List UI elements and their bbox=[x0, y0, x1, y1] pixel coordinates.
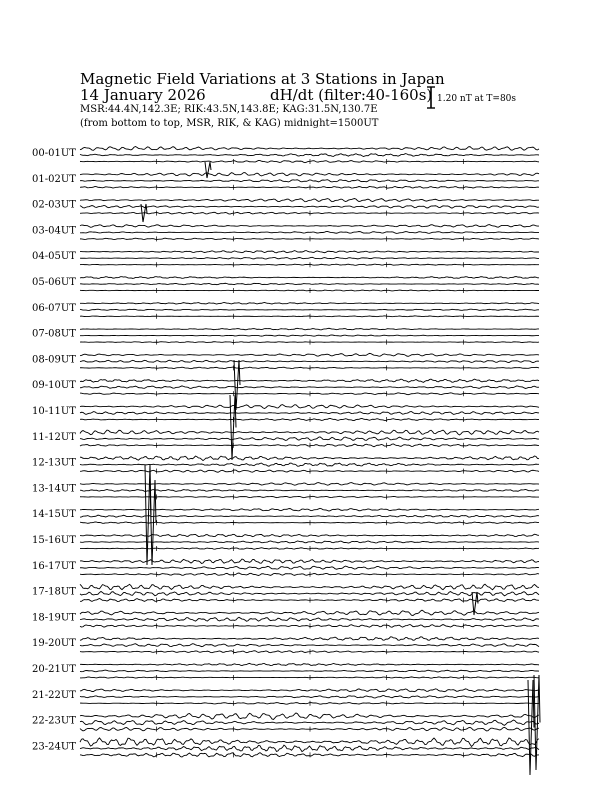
station-trace bbox=[80, 610, 539, 615]
spike-trace bbox=[205, 162, 211, 178]
station-trace bbox=[80, 670, 539, 672]
hour-label: 15-16UT bbox=[32, 535, 76, 546]
station-trace bbox=[80, 566, 539, 569]
station-trace bbox=[80, 173, 539, 176]
hour-label: 21-22UT bbox=[32, 689, 76, 701]
station-trace bbox=[80, 625, 539, 628]
station-trace bbox=[80, 637, 539, 640]
station-trace bbox=[80, 360, 539, 362]
station-trace bbox=[80, 534, 539, 536]
hour-label: 19-20UT bbox=[32, 638, 76, 650]
station-trace bbox=[80, 559, 539, 563]
station-trace bbox=[80, 573, 539, 575]
hour-label: 02-03UT bbox=[32, 199, 76, 211]
hour-label: 10-11UT bbox=[32, 406, 76, 417]
station-trace bbox=[80, 644, 539, 647]
hour-label: 20-21UT bbox=[32, 664, 76, 675]
station-trace bbox=[80, 335, 539, 336]
hour-label: 01-02UT bbox=[32, 173, 76, 185]
filter-label: dH/dt (filter:40-160s) bbox=[270, 86, 433, 104]
station-trace bbox=[80, 745, 539, 751]
station-trace bbox=[80, 232, 539, 234]
station-trace bbox=[80, 617, 539, 621]
station-trace bbox=[80, 290, 539, 291]
hour-label: 13-14UT bbox=[32, 483, 76, 495]
station-trace bbox=[80, 283, 539, 284]
station-trace bbox=[80, 309, 539, 310]
station-trace bbox=[80, 212, 539, 214]
station-trace bbox=[80, 430, 539, 435]
station-trace bbox=[80, 689, 539, 692]
station-trace bbox=[80, 225, 539, 228]
station-trace bbox=[80, 405, 539, 409]
hour-label: 06-07UT bbox=[32, 302, 76, 314]
station-trace bbox=[80, 548, 539, 550]
hour-label: 17-18UT bbox=[32, 586, 76, 598]
station-trace bbox=[80, 154, 539, 157]
station-trace bbox=[80, 316, 539, 317]
station-trace bbox=[80, 412, 539, 415]
spike-trace bbox=[528, 680, 534, 775]
hour-label: 22-23UT bbox=[32, 715, 76, 727]
station-trace bbox=[80, 695, 539, 697]
station-trace bbox=[80, 703, 539, 705]
station-trace bbox=[80, 651, 539, 653]
station-trace bbox=[80, 591, 539, 595]
stations-label: MSR:44.4N,142.3E; RIK:43.5N,143.8E; KAG:31.5N,130.7E bbox=[80, 104, 378, 115]
station-trace bbox=[80, 180, 539, 182]
hour-label: 05-06UT bbox=[32, 277, 76, 288]
hour-label: 04-05UT bbox=[32, 251, 76, 263]
hour-label: 03-04UT bbox=[32, 225, 76, 237]
station-trace bbox=[80, 727, 539, 731]
station-trace bbox=[80, 437, 539, 441]
station-trace bbox=[80, 418, 539, 420]
station-trace bbox=[80, 161, 539, 163]
chart-title: Magnetic Field Variations at 3 Stations in Japan bbox=[80, 70, 445, 88]
station-trace bbox=[80, 483, 539, 486]
scale-bar bbox=[427, 87, 435, 108]
station-trace bbox=[80, 541, 539, 543]
station-trace bbox=[80, 257, 539, 259]
hour-label: 09-10UT bbox=[32, 380, 76, 392]
hour-label: 12-13UT bbox=[32, 457, 76, 469]
station-trace bbox=[80, 342, 539, 343]
station-trace bbox=[80, 456, 539, 461]
station-trace bbox=[80, 328, 539, 330]
station-trace bbox=[80, 205, 539, 208]
hour-label: 16-17UT bbox=[32, 560, 76, 572]
station-trace bbox=[80, 251, 539, 253]
station-trace bbox=[80, 277, 539, 279]
station-trace bbox=[80, 393, 539, 395]
station-trace bbox=[80, 522, 539, 523]
scale-label: 1.20 nT at T=80s bbox=[437, 94, 517, 104]
station-trace bbox=[80, 720, 539, 725]
station-trace bbox=[80, 147, 539, 151]
station-trace bbox=[80, 598, 539, 601]
station-trace bbox=[80, 713, 539, 720]
station-trace bbox=[80, 470, 539, 472]
station-trace bbox=[80, 386, 539, 389]
station-trace bbox=[80, 738, 539, 747]
station-trace bbox=[80, 663, 539, 665]
date-label: 14 January 2026 bbox=[80, 86, 206, 104]
station-trace bbox=[80, 186, 539, 188]
hour-label: 07-08UT bbox=[32, 328, 76, 340]
station-trace bbox=[80, 199, 539, 202]
station-trace bbox=[80, 753, 539, 757]
station-trace bbox=[80, 367, 539, 369]
station-trace bbox=[80, 353, 539, 356]
station-trace bbox=[80, 238, 539, 239]
hour-label: 14-15UT bbox=[32, 509, 76, 521]
hour-label: 11-12UT bbox=[32, 431, 76, 443]
station-trace bbox=[80, 677, 539, 678]
station-trace bbox=[80, 463, 539, 466]
hour-label: 00-01UT bbox=[32, 148, 76, 159]
station-trace bbox=[80, 584, 539, 590]
hour-label: 23-24UT bbox=[32, 741, 76, 753]
spike-trace bbox=[230, 395, 236, 460]
hour-label: 08-09UT bbox=[32, 354, 76, 366]
station-trace bbox=[80, 264, 539, 265]
station-trace bbox=[80, 302, 539, 304]
hour-label: 18-19UT bbox=[32, 612, 76, 624]
station-trace bbox=[80, 444, 539, 447]
order-label: (from bottom to top, MSR, RIK, & KAG) midnight=1500UT bbox=[80, 118, 379, 129]
station-trace bbox=[80, 379, 539, 382]
